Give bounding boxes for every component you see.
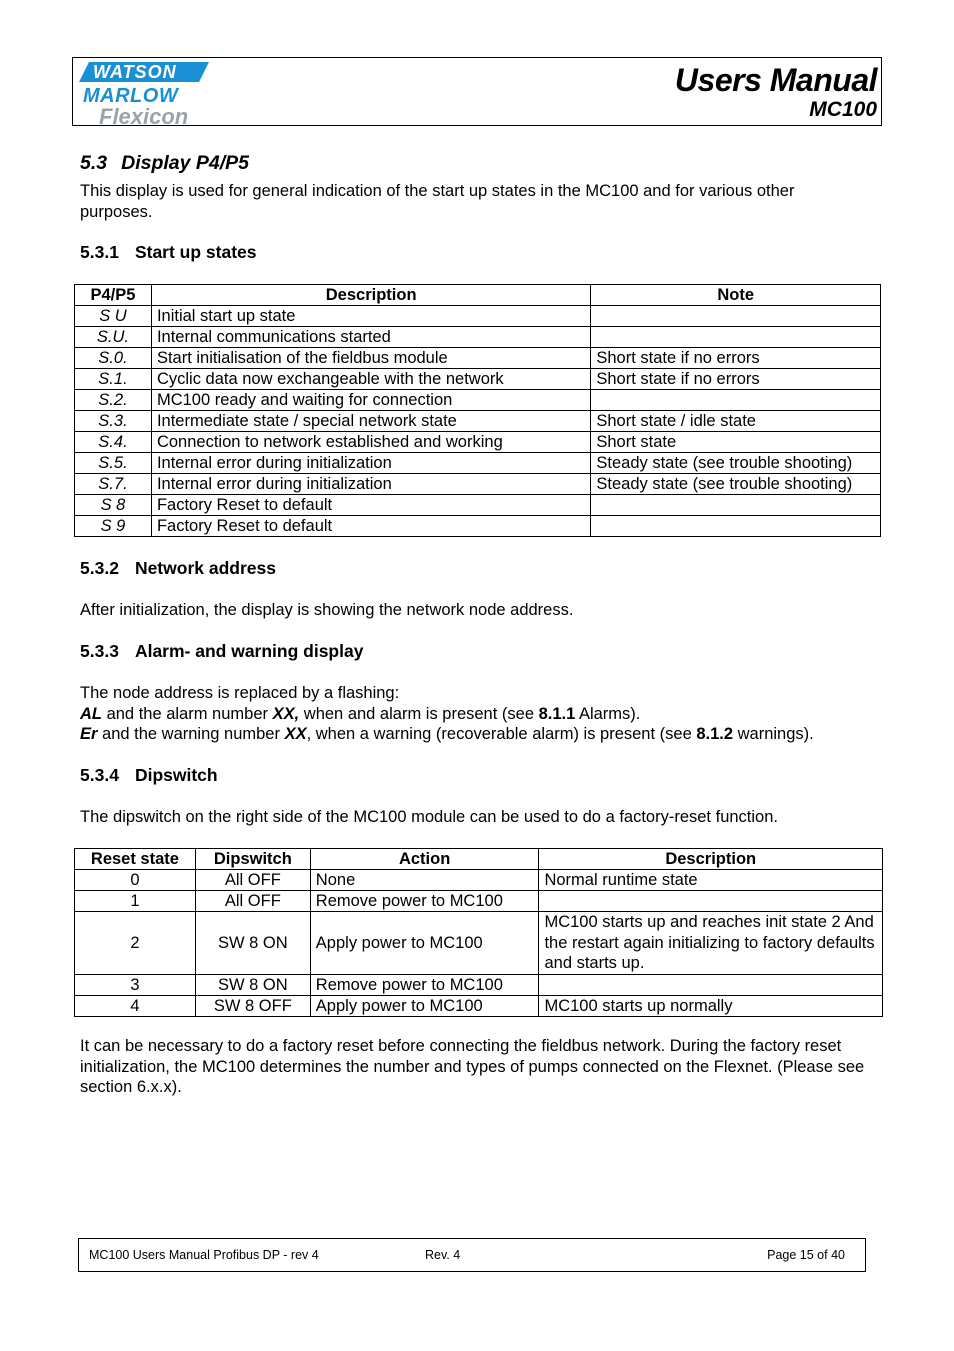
reset-state: 0 — [75, 870, 196, 891]
reset-state: 3 — [75, 974, 196, 995]
startup-states-table — [74, 284, 881, 537]
dipswitch-setting: SW 8 OFF — [195, 995, 310, 1016]
table-row — [75, 390, 881, 411]
state-code: S.2. — [75, 390, 152, 411]
action: Apply power to MC100 — [310, 912, 539, 975]
table-row — [75, 432, 881, 453]
reset-state: 1 — [75, 891, 196, 912]
manual-model: MC100 — [809, 98, 877, 121]
state-code: S 8 — [75, 495, 152, 516]
footer-document: MC100 Users Manual Profibus DP - rev 4 — [89, 1248, 319, 1262]
state-code: S.U. — [75, 327, 152, 348]
footer-page-number: Page 15 of 40 — [767, 1248, 845, 1262]
description — [539, 891, 883, 912]
table-row — [75, 369, 881, 390]
state-note — [591, 495, 881, 516]
description — [539, 974, 883, 995]
column-header: Description — [151, 285, 590, 306]
state-code: S.0. — [75, 348, 152, 369]
description: MC100 starts up and reaches init state 2 And the restart again initializing to factory defaults and starts up. — [539, 912, 883, 975]
state-description: Internal error during initialization — [151, 474, 590, 495]
state-note: Short state if no errors — [591, 369, 881, 390]
column-header: Dipswitch — [195, 849, 310, 870]
state-description: Internal error during initialization — [151, 453, 590, 474]
action: Apply power to MC100 — [310, 995, 539, 1016]
reset-state: 2 — [75, 912, 196, 975]
startup-heading-number: 5.3.1 — [80, 242, 119, 262]
table-row — [75, 453, 881, 474]
network-heading — [80, 558, 276, 579]
action: Remove power to MC100 — [310, 891, 539, 912]
table-row — [75, 348, 881, 369]
dipswitch-setting: SW 8 ON — [195, 974, 310, 995]
state-code: S.4. — [75, 432, 152, 453]
page-header — [72, 57, 882, 126]
column-header: Note — [591, 285, 881, 306]
description: MC100 starts up normally — [539, 995, 883, 1016]
network-text: After initialization, the display is showing the network node address. — [80, 601, 574, 619]
state-note: Steady state (see trouble shooting) — [591, 474, 881, 495]
reset-state: 4 — [75, 995, 196, 1016]
alarm-line-1: The node address is replaced by a flashing: — [80, 684, 400, 702]
state-description: Factory Reset to default — [151, 516, 590, 537]
dipswitch-heading-text: Dipswitch — [134, 765, 218, 785]
table-row — [75, 974, 883, 995]
svg-text:WATSON: WATSON — [93, 62, 177, 82]
state-code: S.3. — [75, 411, 152, 432]
state-note: Short state if no errors — [591, 348, 881, 369]
action: Remove power to MC100 — [310, 974, 539, 995]
state-code: S.7. — [75, 474, 152, 495]
table-header-row — [75, 285, 881, 306]
dipswitch-after-text: It can be necessary to do a factory reset before connecting the fieldbus network. During the factory reset initialization, the MC100 determines the number and types of pumps connected on the Flexnet. (Please see section 6.x.x). — [80, 1037, 865, 1096]
dipswitch-setting: SW 8 ON — [195, 912, 310, 975]
alarm-heading — [80, 641, 363, 662]
dipswitch-setting: All OFF — [195, 891, 310, 912]
state-note — [591, 327, 881, 348]
table-row — [75, 891, 883, 912]
state-description: Factory Reset to default — [151, 495, 590, 516]
table-header-row — [75, 849, 883, 870]
action: None — [310, 870, 539, 891]
footer-revision: Rev. 4 — [425, 1248, 461, 1262]
state-description: Initial start up state — [151, 306, 590, 327]
svg-text:MARLOW: MARLOW — [83, 85, 179, 107]
table-row — [75, 474, 881, 495]
dipswitch-table — [74, 848, 883, 1017]
column-header: P4/P5 — [75, 285, 152, 306]
state-description: Cyclic data now exchangeable with the network — [151, 369, 590, 390]
state-code: S U — [75, 306, 152, 327]
section-intro: This display is used for general indication of the start up states in the MC100 and for various other purposes. — [80, 182, 795, 221]
page-footer — [78, 1238, 866, 1272]
section-number: 5.3 — [80, 152, 108, 174]
alarm-text — [80, 683, 814, 745]
state-description: Connection to network established and working — [151, 432, 590, 453]
state-description: Start initialisation of the fieldbus module — [151, 348, 590, 369]
state-code: S.5. — [75, 453, 152, 474]
table-row — [75, 495, 881, 516]
startup-heading-text: Start up states — [134, 242, 257, 262]
dipswitch-heading — [80, 765, 218, 786]
state-description: Internal communications started — [151, 327, 590, 348]
table-row — [75, 995, 883, 1016]
state-note — [591, 516, 881, 537]
network-heading-text: Network address — [134, 558, 276, 578]
state-description: MC100 ready and waiting for connection — [151, 390, 590, 411]
state-note: Short state — [591, 432, 881, 453]
alarm-line-2: AL and the alarm number XX, when and alarm is present (see 8.1.1 Alarms). — [80, 704, 641, 723]
state-code: S 9 — [75, 516, 152, 537]
state-note — [591, 306, 881, 327]
state-note — [591, 390, 881, 411]
dipswitch-text: The dipswitch on the right side of the MC100 module can be used to do a factory-reset function. — [80, 808, 778, 826]
alarm-line-3: Er and the warning number XX, when a warning (recoverable alarm) is present (see 8.1.2 warnings). — [80, 725, 814, 743]
table-row — [75, 870, 883, 891]
table-row — [75, 327, 881, 348]
table-row — [75, 306, 881, 327]
network-heading-number: 5.3.2 — [80, 558, 119, 578]
state-description: Intermediate state / special network state — [151, 411, 590, 432]
state-note: Steady state (see trouble shooting) — [591, 453, 881, 474]
startup-heading — [80, 242, 257, 263]
section-title: Display P4/P5 — [121, 152, 250, 174]
manual-title: Users Manual — [674, 62, 877, 98]
table-row — [75, 411, 881, 432]
table-row — [75, 912, 883, 975]
column-header: Description — [539, 849, 883, 870]
dipswitch-setting: All OFF — [195, 870, 310, 891]
section-heading — [80, 152, 249, 175]
svg-text:Flexicon: Flexicon — [99, 104, 189, 124]
alarm-heading-number: 5.3.3 — [80, 641, 119, 661]
description: Normal runtime state — [539, 870, 883, 891]
state-note: Short state / idle state — [591, 411, 881, 432]
dipswitch-heading-number: 5.3.4 — [80, 765, 119, 785]
watson-marlow-logo — [79, 60, 214, 124]
column-header: Reset state — [75, 849, 196, 870]
state-code: S.1. — [75, 369, 152, 390]
table-row — [75, 516, 881, 537]
alarm-heading-text: Alarm- and warning display — [134, 641, 364, 661]
column-header: Action — [310, 849, 539, 870]
